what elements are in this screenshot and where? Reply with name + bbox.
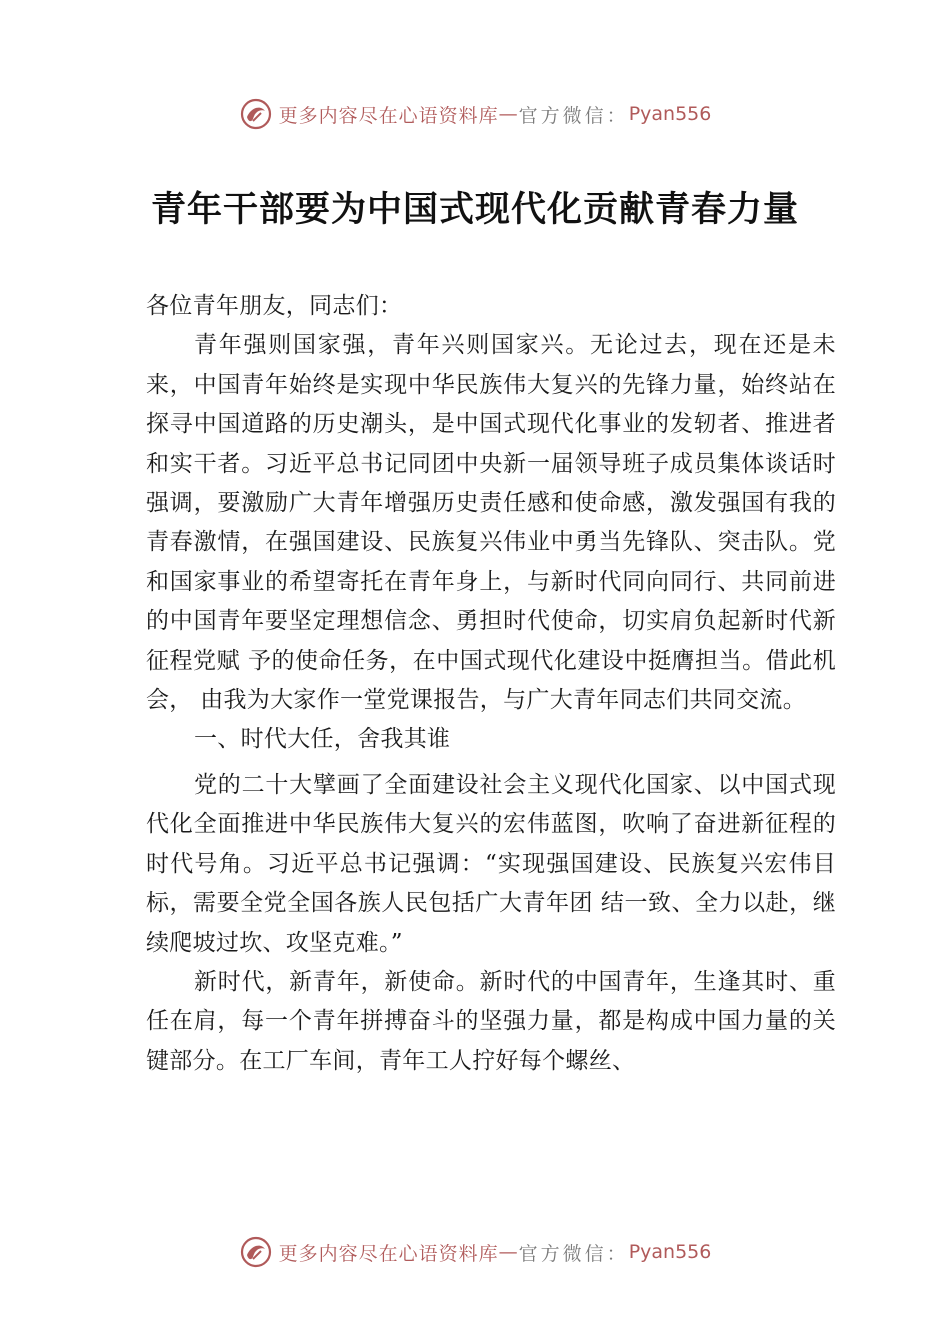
header-banner [0,94,950,134]
banner-separator: — [498,103,519,125]
banner-wechat-id: Pyan556 [628,1241,712,1263]
banner-wechat-label: 官方微信： [518,104,629,127]
paragraph-intro: 青年强则国家强，青年兴则国家兴。无论过去，现在还是未来，中国青年始终是实现中华民族伟大复兴的先锋力量，始终站在探寻中国道路的历史潮头，是中国式现代化事业的发轫者、推进者和实干者。习近平总书记同团中央新一届领导班子成员集体谈话时强调，要激励广大青年增强历史责任感和使命感，激发强国有我的青春激情，在强国建设、民族复兴伟业中勇当先锋队、突击队。党和国家事业的希望寄托在青年身上，与新时代同向同行、共同前进的中国青年要坚定理想信念、勇担时代使命，切实肩负起新时代新征程党赋 予的使命任务，在中国式现代化建设中挺膺担当。借此机会， 由我为大家作一堂党课报告，与广大青年同志们共同交流。 [146,332,836,714]
paragraph-section-2: 新时代，新青年，新使命。新时代的中国青年，生逢其时、重任在肩，每一个青年拼搏奋斗的坚强力量，都是构成中国力量的关键部分。在工厂车间，青年工人拧好每个螺丝、 [146,968,836,1074]
banner-wechat-id: Pyan556 [628,103,712,125]
banner-wechat-label: 官方微信： [518,1242,629,1265]
banner-slogan: 更多内容尽在心语资料库 [278,104,499,127]
footer-banner [0,1232,950,1272]
swirl-logo-icon [239,1235,273,1269]
banner-separator: — [498,1241,519,1263]
banner-slogan: 更多内容尽在心语资料库 [278,1242,499,1265]
document-title: 青年干部要为中国式现代化贡献青春力量 [150,189,799,230]
document-body [146,287,836,1081]
swirl-logo-icon [239,97,273,131]
paragraph-section-1: 党的二十大擘画了全面建设社会主义现代化国家、以中国式现代化全面推进中华民族伟大复兴的宏伟蓝图，吹响了奋进新征程的时代号角。习近平总书记强调：“实现强国建设、民族复兴宏伟目标，需要全党全国各族人民包括广大青年团 结一致、全力以赴，继续爬坡过坎、攻坚克难。” [146,771,836,956]
salutation: 各位青年朋友，同志们： [146,293,403,319]
section-heading: 一、时代大任，舍我其谁 [194,726,451,753]
